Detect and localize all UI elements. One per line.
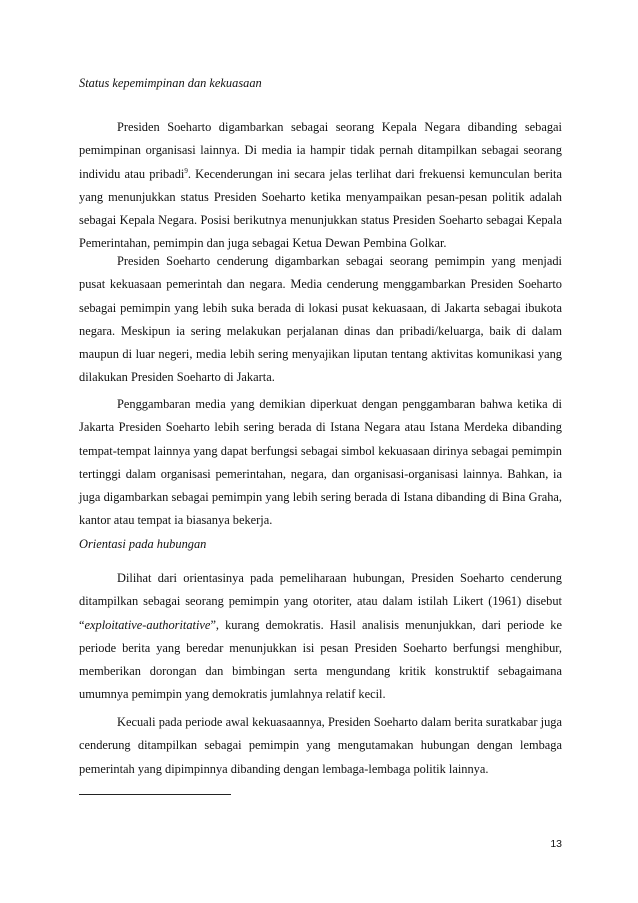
- page-number: 13: [550, 838, 562, 850]
- paragraph-status-3: Penggambaran media yang demikian diperkuat dengan penggambaran bahwa ketika di Jakarta Presiden Soeharto lebih sering berada di Istana Negara atau Istana Merdeka dibanding tempat-tempat lainnya yang dapat berfungsi sebagai simbol kekuasaan dirinya sebagai pemimpin tertinggi dalam organisasi pemerintahan, negara, dan organisasi-organisasi lainnya. Bahkan, ia juga digambarkan sebagai pemimpin yang lebih sering berada di Istana dibanding di Bina Graha, kantor atau tempat ia biasanya bekerja.: [79, 397, 562, 528]
- paragraph-orientasi-2: Kecuali pada periode awal kekuasaannya, Presiden Soeharto dalam berita suratkabar juga cenderung ditampilkan sebagai pemimpin yang mengutamakan hubungan dengan lembaga pemerintah yang dipimpinnya dibanding dengan lembaga-lembaga politik lainnya.: [79, 715, 562, 776]
- paragraph-text: . Kecenderungan ini secara jelas terlihat dari frekuensi kemunculan berita yang menunjukkan status Presiden Soeharto ketika menyampaikan pesan-pesan politik adalah sebagai Kepala Negara. Posisi berikutnya menunjukkan status Presiden Soeharto sebagai Kepala Pemerintahan, pemimpin dan juga sebagai Ketua Dewan Pembina Golkar.: [79, 166, 563, 251]
- paragraph-text: Presiden Soeharto digambarkan sebagai seorang Kepala Negara dibanding sebagai pemimpinan organisasi lainnya. Di media ia hampir tidak pernah ditampilkan sebagai seorang individu atau pribadi: [79, 120, 562, 181]
- footnote-separator: [79, 794, 231, 795]
- section-heading-orientasi: Orientasi pada hubungan: [79, 537, 207, 551]
- footnote-ref[interactable]: 9: [184, 166, 188, 175]
- section-heading-status: Status kepemimpinan dan kekuasaan: [79, 76, 262, 90]
- paragraph-text: ”, kurang demokratis. Hasil analisis menunjukkan, dari periode ke periode berita yang beredar menunjukkan isi pesan Presiden Soeharto berfungsi menghibur, memberikan dorongan dan bimbingan serta mengundang kritik konstruktif sebagaimana umumnya pemimpin yang demokratis jumlahnya relatif kecil.: [79, 617, 562, 702]
- paragraph-status-2: Presiden Soeharto cenderung digambarkan sebagai seorang pemimpin yang menjadi pusat kekuasaan pemerintah dan negara. Media cenderung menggambarkan Presiden Soeharto sebagai pemimpin yang lebih suka berada di lokasi pusat kekuasaan, di Jakarta sebagai ibukota negara. Meskipun ia sering melakukan perjalanan dinas dan pribadi/keluarga, baik di dalam maupun di luar negeri, media lebih sering menyajikan liputan tentang aktivitas komunikasi yang dilakukan Presiden Soeharto di Jakarta.: [79, 254, 562, 385]
- italic-term: exploitative-authoritative: [84, 617, 211, 632]
- paragraph-orientasi-1: [79, 567, 562, 707]
- paragraph-text: Dilihat dari orientasinya pada pemeliharaan hubungan, Presiden Soeharto cenderung ditampilkan sebagai seorang pemimpin yang otoriter, atau dalam istilah Likert (1961) disebut “: [79, 571, 562, 632]
- paragraph-status-1: [79, 116, 562, 256]
